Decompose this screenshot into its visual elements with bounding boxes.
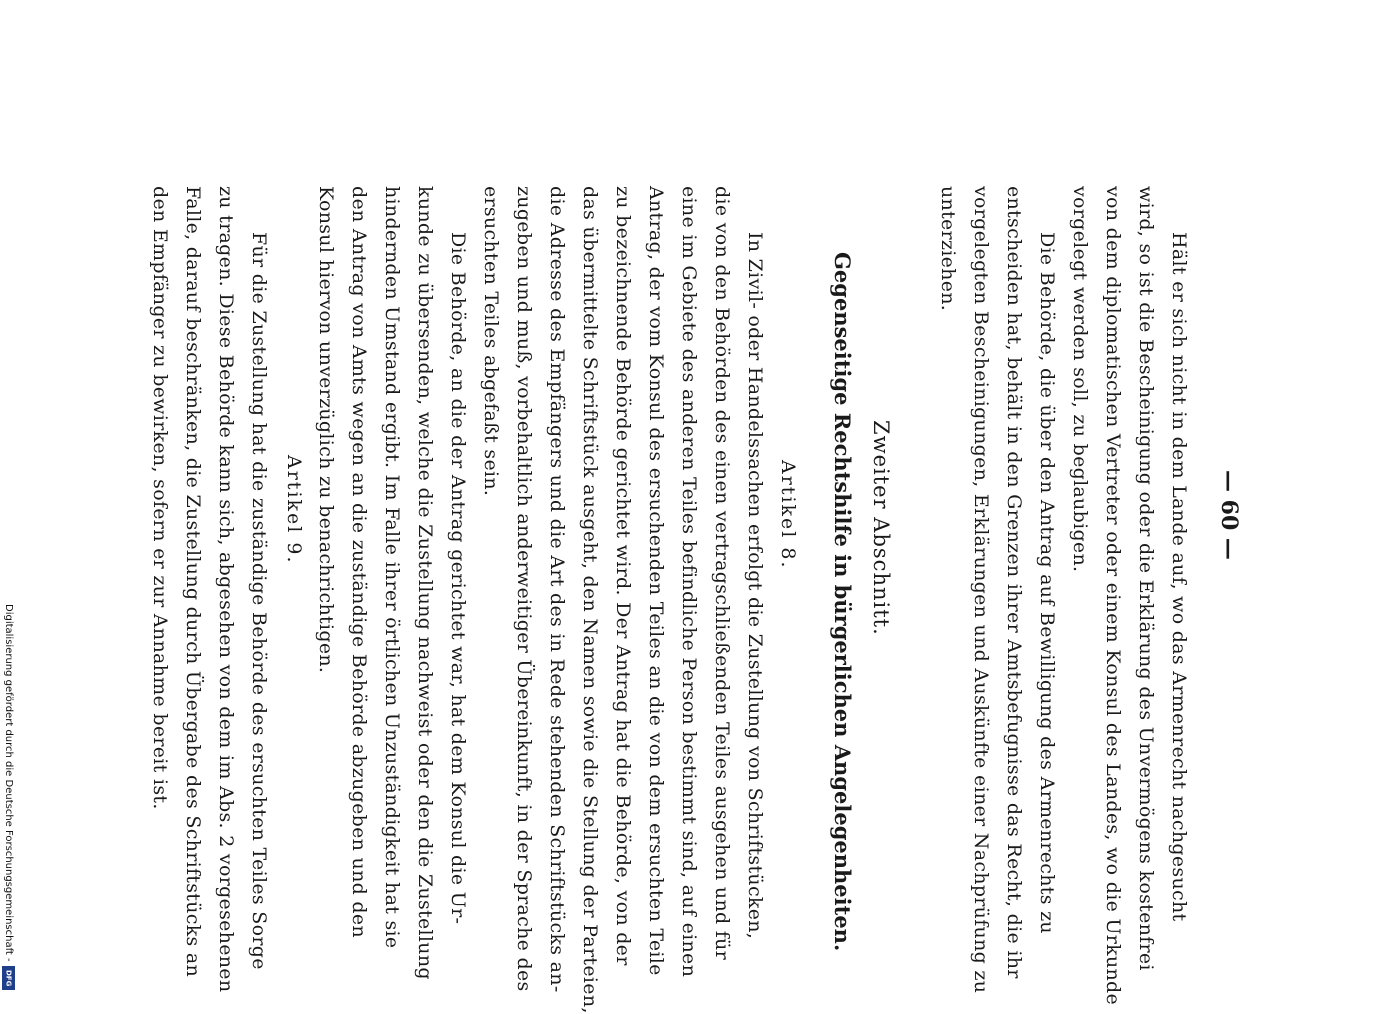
text-line: hindernden Umstand ergibt. Im Falle ihrer örtlichen Unzuständigkeit hat sie [381,186,403,949]
article-title: Artikel 8. [777,460,799,570]
text-line: In Zivil- oder Handelssachen erfolgt die Zustellung von Schriftstücken, [744,232,766,940]
text-line: ersuchten Teiles abgefaßt sein. [480,186,502,497]
article-title: Artikel 9. [283,455,305,565]
text-line: die von den Behörden des einen vertragschließenden Teiles ausgehen und für [711,186,733,961]
text-line: eine im Gebiete des anderen Teiles befindliche Person bestimmt sind, auf einen [678,186,700,978]
text-line: Hält er sich nicht in dem Lande auf, wo das Armenrecht nachgesucht [1168,232,1190,922]
text-line: zu bezeichnende Behörde gerichtet wird. Der Antrag hat die Behörde, von der [612,186,634,966]
text-line: den Empfänger zu bewirken, sofern er zur Annahme bereit ist. [149,186,171,810]
text-line: unterziehen. [937,186,959,312]
text-line: die Adresse des Empfängers und die Art des in Rede stehenden Schriftstücks an- [546,186,568,993]
text-line: Falle, darauf beschränken, die Zustellung durch Übergabe des Schriftstücks an [182,186,204,978]
text-line: Antrag, der vom Konsul des ersuchenden Teiles an die von dem ersuchten Teile [645,186,667,976]
text-line: Die Behörde, an die der Antrag gerichtet war, hat dem Konsul die Ur- [447,232,469,925]
text-line: den Antrag von Amts wegen an die zuständige Behörde abzugeben und den [348,186,370,938]
text-line: zu tragen. Diese Behörde kann sich, abgesehen von dem im Abs. 2 vorgesehenen [215,186,237,993]
page-number: — 60 — [1216,470,1242,560]
text-line: vorgelegt werden soll, zu beglaubigen. [1069,186,1091,573]
text-line: Konsul hiervon unverzüglich zu benachrichtigen. [315,186,337,674]
text-line: wird, so ist die Bescheinigung oder die Erklärung des Unvermögens kostenfrei [1135,186,1157,971]
text-line: vorgelegten Bescheinigungen, Erklärungen und Auskünfte einer Nachprüfung zu [970,186,992,994]
text-line: kunde zu übersenden, welche die Zustellung nachweist oder den die Zustellung [414,186,436,980]
text-line: das übermittelte Schriftstück ausgeht, den Namen sowie die Stellung der Parteien, [579,186,601,1014]
text-line: von dem diplomatischen Vertreter oder einem Konsul des Landes, wo die Urkunde [1102,186,1124,1006]
text-line: entscheiden hat, behält in den Grenzen ihrer Amtsbefugnisse das Recht, die ihr [1003,186,1025,979]
text-line: zugeben und muß, vorbehaltlich anderweitiger Übereinkunft, in der Sprache des [513,186,535,992]
section-subheading: Gegenseitige Rechtshilfe in bürgerlichen Angelegenheiten. [830,252,855,952]
digitization-credit: Digitalisierung gefördert durch die Deutsche Forschungsgemeinschaft - [3,604,14,962]
text-line: Die Behörde, die über den Antrag auf Bewilligung des Armenrechts zu [1036,232,1058,934]
dfg-logo: DFG [2,966,15,990]
section-heading: Zweiter Abschnitt. [869,420,893,636]
text-line: Für die Zustellung hat die zuständige Behörde des ersuchten Teiles Sorge [248,232,270,970]
